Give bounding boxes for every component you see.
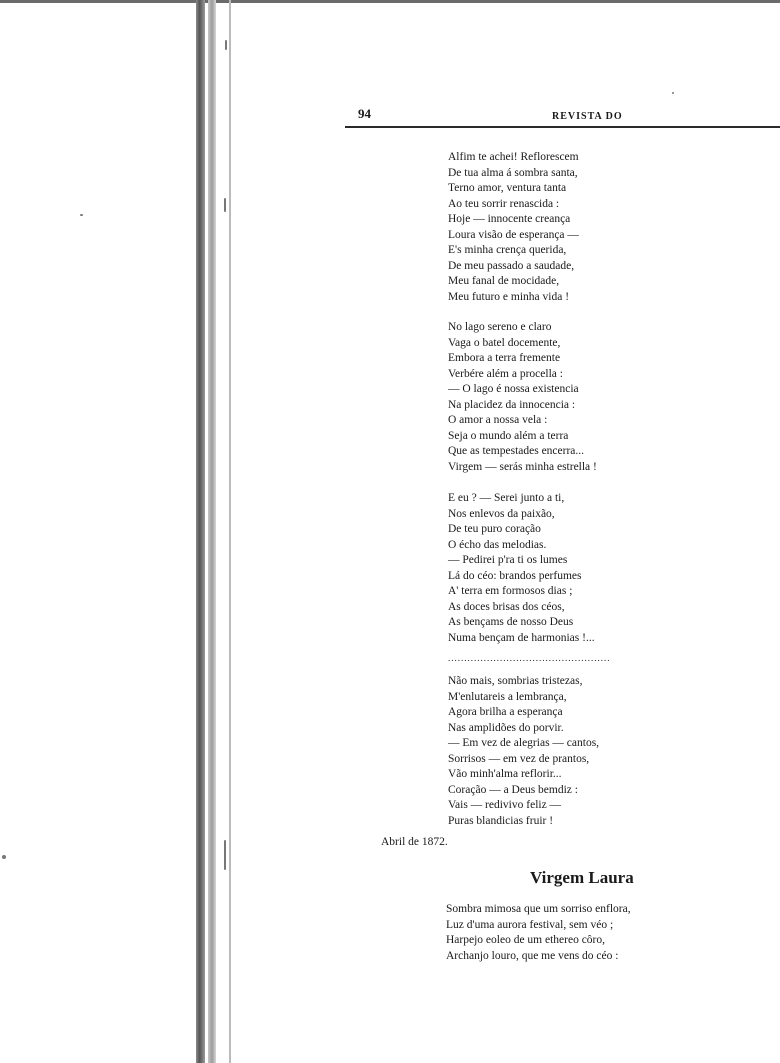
verse-line: — O lago é nossa existencia — [448, 383, 579, 395]
verse-line: Nos enlevos da paixão, — [448, 507, 555, 520]
verse-line: Seja o mundo além a terra — [448, 429, 569, 442]
verse-line: Agora brilha a esperança — [448, 706, 563, 718]
verse-line: — Pedirei p'ra ti os lumes — [448, 554, 568, 566]
verse-line: O amor a nossa vela : — [448, 414, 548, 426]
verse-line: E eu ? — Serei junto a ti, — [448, 492, 565, 504]
stanza-4 — [448, 674, 599, 829]
stanza-1 — [448, 150, 579, 305]
paper-speck — [224, 198, 226, 212]
verse-line: Sorrisos — em vez de prantos, — [448, 752, 590, 765]
verse-line: Vão minh'alma reflorir... — [448, 768, 562, 780]
page-edge-line — [229, 0, 231, 1063]
verse-line: De meu passado a saudade, — [448, 259, 575, 272]
verse-line: — Em vez de alegrias — cantos, — [448, 737, 600, 749]
paper-speck — [2, 855, 6, 859]
verse-line: Vais — redivivo feliz — — [448, 799, 562, 811]
verse-line: Na placidez da innocencia : — [448, 398, 576, 411]
verse-line: Nas amplidões do porvir. — [448, 721, 564, 734]
book-gutter-shadow — [196, 0, 205, 1063]
verse-line: De tua alma á sombra santa, — [448, 166, 578, 179]
paper-speck — [80, 214, 83, 216]
verse-line: Loura visão de esperança — — [448, 228, 579, 241]
verse-line: De teu puro coração — [448, 523, 541, 535]
verse-line: Embora a terra fremente — [448, 352, 561, 364]
verse-line: O écho das melodias. — [448, 538, 547, 551]
verse-line: M'enlutareis a lembrança, — [448, 690, 567, 703]
stanza-3 — [448, 491, 595, 646]
header-rule — [345, 126, 780, 128]
verse-line: Não mais, sombrias tristezas, — [448, 675, 583, 687]
verse-line: Terno amor, ventura tanta — [448, 182, 567, 194]
verse-line: No lago sereno e claro — [448, 321, 552, 333]
poem-title: Virgem Laura — [530, 868, 634, 887]
verse-line: Verbére além a procella : — [448, 367, 563, 380]
verse-line: Puras blandicias fruir ! — [448, 814, 554, 827]
stanza-2 — [448, 320, 597, 475]
paper-speck — [225, 40, 227, 50]
verse-line: Meu futuro e minha vida ! — [448, 290, 570, 303]
verse-line: Luz d'uma aurora festival, sem véo ; — [446, 918, 614, 931]
paper-speck — [672, 92, 674, 94]
book-gutter-fold — [208, 0, 216, 1063]
verse-line: Vaga o batel docemente, — [448, 336, 561, 349]
verse-line: A' terra em formosos dias ; — [448, 585, 573, 597]
verse-line: Harpejo eoleo de um ethereo côro, — [446, 934, 606, 946]
page-number: 94 — [358, 106, 371, 121]
top-edge-shadow — [0, 0, 780, 3]
verse-line: Que as tempestades encerra... — [448, 445, 585, 457]
verse-line: Archanjo louro, que me vens do céo : — [446, 949, 619, 962]
verse-line: Sombra mimosa que um sorriso enflora, — [446, 903, 631, 915]
verse-line: Lá do céo: brandos perfumes — [448, 569, 582, 582]
verse-line: E's minha crença querida, — [448, 244, 567, 256]
stanza-virgem-laura — [446, 902, 631, 964]
verse-line: Alfim te achei! Reflorescem — [448, 151, 579, 163]
verse-line: Ao teu sorrir renascida : — [448, 197, 560, 210]
verse-line: Virgem — serás minha estrella ! — [448, 460, 597, 473]
verse-line: Hoje — innocente creança — [448, 213, 571, 225]
dotted-separator: .................................................. — [448, 654, 611, 662]
verse-line: As doces brisas dos céos, — [448, 600, 565, 613]
poem-date: Abril de 1872. — [381, 836, 448, 848]
verse-line: As bençams de nosso Deus — [448, 616, 574, 628]
verse-line: Coração — a Deus bemdiz : — [448, 783, 578, 796]
paper-speck — [224, 840, 226, 870]
verse-line: Meu fanal de mocidade, — [448, 275, 560, 287]
running-head: REVISTA DO — [552, 111, 623, 122]
verse-line: Numa bençam de harmonias !... — [448, 631, 595, 644]
